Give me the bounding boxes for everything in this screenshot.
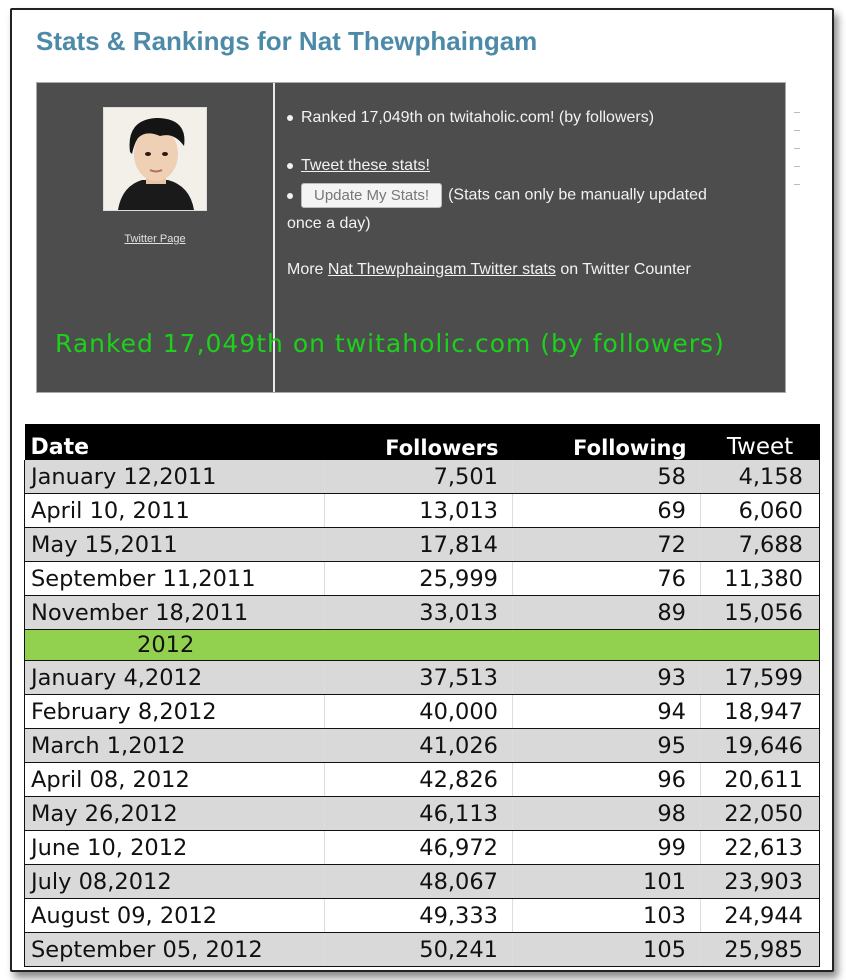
cell-following: 72 [513, 528, 701, 562]
rank-item [287, 109, 654, 127]
cell-date: November 18,2011 [25, 596, 325, 630]
cell-followers: 41,026 [325, 729, 513, 763]
rank-text: Ranked 17,049th on twitaholic.com! (by followers) [301, 109, 655, 126]
cell-following: 95 [513, 729, 701, 763]
cell-date: March 1,2012 [25, 729, 325, 763]
cell-tweet: 19,646 [701, 729, 820, 763]
cell-tweet: 17,599 [701, 661, 820, 695]
cell-tweet: 11,380 [701, 562, 820, 596]
cell-tweet: 22,613 [701, 831, 820, 865]
cell-followers: 37,513 [325, 661, 513, 695]
cell-date: May 15,2011 [25, 528, 325, 562]
cell-following: 98 [513, 797, 701, 831]
cell-tweet: 25,985 [701, 933, 820, 967]
cell-following: 96 [513, 763, 701, 797]
table-row [25, 562, 820, 596]
table-row [25, 596, 820, 630]
edge-ticks [794, 112, 804, 192]
cell-followers: 50,241 [325, 933, 513, 967]
cell-tweet: 23,903 [701, 865, 820, 899]
table-row [25, 763, 820, 797]
cell-date: August 09, 2012 [25, 899, 325, 933]
cell-followers: 48,067 [325, 865, 513, 899]
cell-date: September 05, 2012 [25, 933, 325, 967]
year-row [25, 630, 820, 661]
table-header-row [25, 424, 820, 460]
twitter-page-link[interactable]: Twitter Page [124, 233, 186, 245]
cell-tweet: 22,050 [701, 797, 820, 831]
rows-2011 [25, 460, 820, 630]
cell-following: 76 [513, 562, 701, 596]
cell-tweet: 24,944 [701, 899, 820, 933]
table-row [25, 695, 820, 729]
update-note: (Stats can only be manually updated [448, 186, 707, 204]
cell-following: 101 [513, 865, 701, 899]
cell-followers: 49,333 [325, 899, 513, 933]
cell-following: 103 [513, 899, 701, 933]
cell-tweet: 18,947 [701, 695, 820, 729]
stats-table [24, 424, 820, 967]
table-row [25, 528, 820, 562]
cell-date: April 08, 2012 [25, 763, 325, 797]
header-followers: Followers [325, 424, 513, 460]
bullet-icon [287, 193, 293, 199]
table-row [25, 661, 820, 695]
table-row [25, 831, 820, 865]
overlay-caption: Ranked 17,049th on twitaholic.com (by followers) [55, 329, 725, 358]
cell-following: 105 [513, 933, 701, 967]
update-stats-item [287, 183, 707, 208]
cell-following: 58 [513, 460, 701, 494]
cell-followers: 7,501 [325, 460, 513, 494]
more-suffix: on Twitter Counter [560, 261, 691, 278]
cell-date: April 10, 2011 [25, 494, 325, 528]
twitter-counter-link[interactable]: Nat Thewphaingam Twitter stats [327, 261, 556, 278]
screenshot-area [22, 14, 822, 969]
cell-following: 94 [513, 695, 701, 729]
table-row [25, 494, 820, 528]
cell-date: May 26,2012 [25, 797, 325, 831]
table-row [25, 899, 820, 933]
cell-following: 99 [513, 831, 701, 865]
more-prefix: More [287, 261, 324, 278]
cell-followers: 46,113 [325, 797, 513, 831]
profile-photo-icon [104, 108, 206, 210]
cell-following: 93 [513, 661, 701, 695]
tweet-stats-item [287, 157, 430, 175]
header-tweet: Tweet [701, 424, 820, 460]
rows-2012 [25, 661, 820, 967]
cell-date: July 08,2012 [25, 865, 325, 899]
cell-tweet: 4,158 [701, 460, 820, 494]
cell-followers: 25,999 [325, 562, 513, 596]
cell-date: January 12,2011 [25, 460, 325, 494]
table-row [25, 460, 820, 494]
cell-tweet: 6,060 [701, 494, 820, 528]
table-row [25, 865, 820, 899]
cell-followers: 40,000 [325, 695, 513, 729]
cell-date: February 8,2012 [25, 695, 325, 729]
header-date: Date [25, 424, 325, 460]
cell-tweet: 20,611 [701, 763, 820, 797]
table-row [25, 933, 820, 967]
bullet-icon [287, 115, 293, 121]
year-band [25, 630, 820, 661]
bullet-icon [287, 163, 293, 169]
cell-followers: 13,013 [325, 494, 513, 528]
cell-following: 89 [513, 596, 701, 630]
year-label: 2012 [25, 630, 820, 661]
cell-date: January 4,2012 [25, 661, 325, 695]
stats-panel [36, 82, 786, 393]
more-stats-line [287, 261, 691, 279]
cell-following: 69 [513, 494, 701, 528]
avatar [103, 107, 207, 211]
tweet-stats-link[interactable]: Tweet these stats! [301, 157, 430, 174]
update-note-continued: once a day) [287, 215, 371, 232]
page-title: Stats & Rankings for Nat Thewphaingam [36, 26, 538, 56]
cell-tweet: 15,056 [701, 596, 820, 630]
cell-followers: 33,013 [325, 596, 513, 630]
update-stats-button[interactable]: Update My Stats! [301, 183, 442, 208]
cell-date: September 11,2011 [25, 562, 325, 596]
cell-tweet: 7,688 [701, 528, 820, 562]
table-row [25, 729, 820, 763]
cell-followers: 46,972 [325, 831, 513, 865]
cell-followers: 42,826 [325, 763, 513, 797]
cell-followers: 17,814 [325, 528, 513, 562]
header-following: Following [513, 424, 701, 460]
table-row [25, 797, 820, 831]
cell-date: June 10, 2012 [25, 831, 325, 865]
